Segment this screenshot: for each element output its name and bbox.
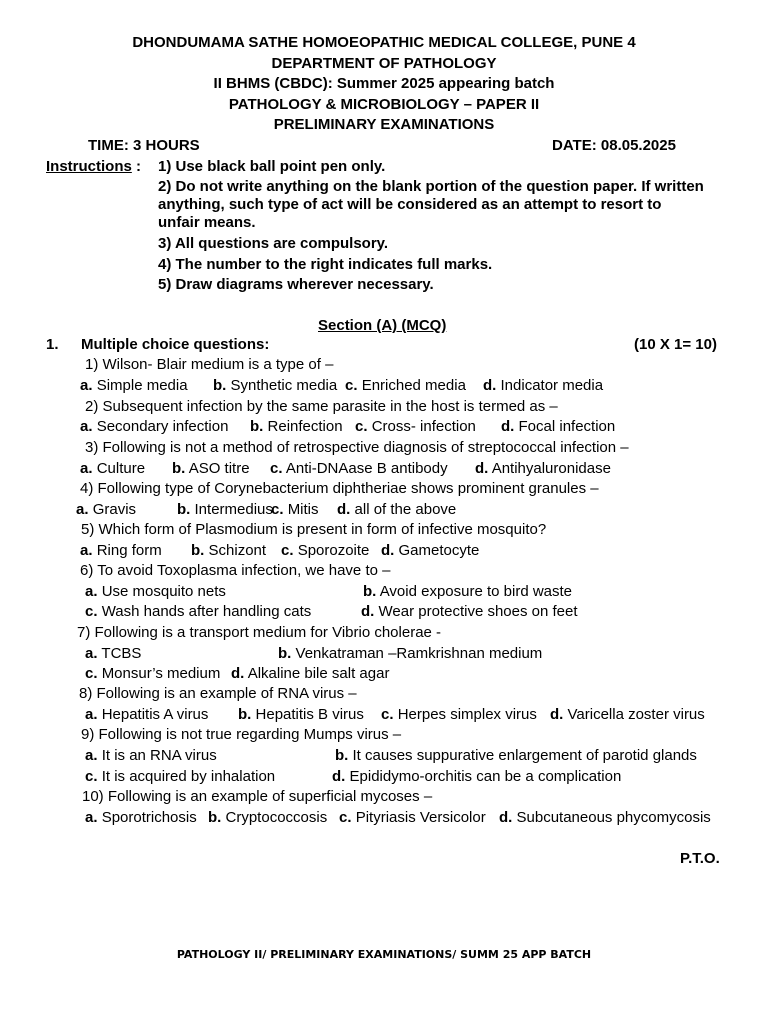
- option-letter: c.: [85, 768, 98, 785]
- option-text: Venkatraman –Ramkrishnan medium: [295, 645, 543, 662]
- mcq-option: [271, 501, 319, 519]
- option-text: Synthetic media: [230, 377, 338, 394]
- instruction-3: 3) All questions are compulsory.: [158, 235, 389, 252]
- mcq-option: [85, 706, 208, 724]
- option-letter: d.: [483, 377, 497, 394]
- option-text: Enriched media: [361, 377, 466, 394]
- option-text: Sporozoite: [297, 542, 370, 559]
- option-text: Herpes simplex virus: [397, 706, 537, 723]
- mcq-option: [231, 665, 389, 683]
- option-text: Culture: [96, 460, 146, 477]
- option-letter: b.: [335, 747, 349, 764]
- option-text: Monsur’s medium: [101, 665, 221, 682]
- mcq-option: [483, 377, 603, 395]
- option-letter: b.: [208, 809, 222, 826]
- option-letter: b.: [213, 377, 227, 394]
- mcq-option: [499, 809, 711, 827]
- option-letter: a.: [80, 460, 93, 477]
- option-text: Epididymo-orchitis can be a complication: [349, 768, 622, 785]
- mcq-option: [85, 768, 275, 786]
- option-text: ASO titre: [188, 460, 250, 477]
- option-letter: b.: [278, 645, 292, 662]
- option-text: Secondary infection: [96, 418, 229, 435]
- option-text: Varicella zoster virus: [567, 706, 705, 723]
- option-letter: d.: [550, 706, 564, 723]
- option-letter: d.: [361, 603, 375, 620]
- mcq-question-4: 4) Following type of Corynebacterium diphtheriae shows prominent granules –: [80, 480, 599, 497]
- mcq-option: [345, 377, 466, 395]
- mcq-option: [208, 809, 327, 827]
- mcq-question-5: 5) Which form of Plasmodium is present in form of infective mosquito?: [81, 521, 547, 538]
- mcq-option: [85, 665, 220, 683]
- option-letter: c.: [85, 603, 98, 620]
- option-letter: a.: [85, 706, 98, 723]
- mcq-option: [250, 418, 343, 436]
- option-letter: b.: [172, 460, 186, 477]
- mcq-option: [363, 583, 572, 601]
- exam-time: TIME: 3 HOURS: [88, 137, 200, 154]
- mcq-option: [85, 809, 197, 827]
- mcq-option: [337, 501, 456, 519]
- mcq-option: [76, 501, 136, 519]
- mcq-option: [85, 603, 311, 621]
- instructions-label: Instructions: [46, 158, 132, 175]
- mcq-option: [177, 501, 273, 519]
- option-letter: c.: [381, 706, 394, 723]
- mcq-question-1: 1) Wilson- Blair medium is a type of –: [85, 356, 334, 373]
- option-letter: c.: [281, 542, 294, 559]
- mcq-question-8: 8) Following is an example of RNA virus –: [79, 685, 357, 702]
- option-letter: d.: [231, 665, 245, 682]
- mcq-option: [85, 583, 226, 601]
- option-text: Indicator media: [500, 377, 604, 394]
- option-text: Sporotrichosis: [101, 809, 197, 826]
- option-letter: d.: [381, 542, 395, 559]
- option-letter: d.: [501, 418, 515, 435]
- option-letter: c.: [270, 460, 283, 477]
- option-letter: d.: [337, 501, 351, 518]
- mcq-option: [172, 460, 250, 478]
- option-letter: b.: [250, 418, 264, 435]
- option-letter: a.: [85, 645, 98, 662]
- option-text: Simple media: [96, 377, 188, 394]
- option-text: Intermedius: [194, 501, 273, 518]
- mcq-option: [80, 542, 162, 560]
- option-text: Mitis: [287, 501, 319, 518]
- mcq-option: [339, 809, 486, 827]
- option-letter: b.: [238, 706, 252, 723]
- option-text: Cryptococcosis: [225, 809, 328, 826]
- mcq-question-9: 9) Following is not true regarding Mumps virus –: [81, 726, 402, 743]
- option-text: Alkaline bile salt agar: [247, 665, 390, 682]
- instruction-2-cont2: unfair means.: [158, 214, 256, 231]
- option-text: Wear protective shoes on feet: [378, 603, 578, 620]
- option-text: Cross- infection: [371, 418, 476, 435]
- mcq-option: [281, 542, 369, 560]
- option-text: It is an RNA virus: [101, 747, 217, 764]
- batch-title: II BHMS (CBDC): Summer 2025 appearing batch: [213, 75, 555, 92]
- option-text: Hepatitis B virus: [255, 706, 364, 723]
- subject-title: PATHOLOGY & MICROBIOLOGY – PAPER II: [228, 96, 540, 113]
- mcq-option: [381, 706, 537, 724]
- option-text: Pityriasis Versicolor: [355, 809, 486, 826]
- question-marks: (10 X 1= 10): [634, 336, 717, 353]
- option-letter: c.: [85, 665, 98, 682]
- instruction-4: 4) The number to the right indicates full marks.: [158, 256, 493, 273]
- mcq-option: [238, 706, 364, 724]
- question-title: Multiple choice questions:: [81, 336, 270, 353]
- option-letter: a.: [80, 542, 93, 559]
- mcq-question-10: 10) Following is an example of superficial mycoses –: [82, 788, 433, 805]
- option-letter: d.: [475, 460, 489, 477]
- section-title: Section (A) (MCQ): [318, 317, 447, 334]
- mcq-option: [85, 747, 217, 765]
- option-letter: b.: [363, 583, 377, 600]
- mcq-option: [80, 418, 228, 436]
- option-letter: b.: [191, 542, 205, 559]
- instructions-label-wrap: [46, 158, 141, 176]
- option-letter: c.: [339, 809, 352, 826]
- option-letter: a.: [85, 747, 98, 764]
- option-text: Hepatitis A virus: [101, 706, 209, 723]
- mcq-question-2: 2) Subsequent infection by the same parasite in the host is termed as –: [85, 398, 558, 415]
- instruction-2: 2) Do not write anything on the blank portion of the question paper. If written: [158, 178, 704, 195]
- option-text: Use mosquito nets: [101, 583, 226, 600]
- exam-date: DATE: 08.05.2025: [552, 137, 676, 154]
- question-number: 1.: [46, 336, 59, 353]
- mcq-option: [85, 645, 141, 663]
- option-letter: a.: [85, 583, 98, 600]
- instructions-separator: :: [131, 158, 142, 175]
- pto-label: P.T.O.: [680, 850, 720, 867]
- option-text: TCBS: [101, 645, 142, 662]
- option-letter: a.: [85, 809, 98, 826]
- instruction-1: 1) Use black ball point pen only.: [158, 158, 386, 175]
- option-text: Antihyaluronidase: [491, 460, 611, 477]
- mcq-option: [332, 768, 621, 786]
- instruction-5: 5) Draw diagrams wherever necessary.: [158, 276, 434, 293]
- option-letter: a.: [80, 418, 93, 435]
- mcq-option: [501, 418, 615, 436]
- college-name: DHONDUMAMA SATHE HOMOEOPATHIC MEDICAL COLLEGE, PUNE 4: [132, 34, 636, 51]
- instruction-2-cont: anything, such type of act will be considered as an attempt to resort to: [158, 196, 662, 213]
- mcq-option: [278, 645, 542, 663]
- option-text: Wash hands after handling cats: [101, 603, 312, 620]
- page-footer: PATHOLOGY II/ PRELIMINARY EXAMINATIONS/ SUMM 25 APP BATCH: [176, 948, 592, 961]
- option-text: Gravis: [92, 501, 137, 518]
- option-text: It is acquired by inhalation: [101, 768, 276, 785]
- option-text: Ring form: [96, 542, 162, 559]
- department-name: DEPARTMENT OF PATHOLOGY: [271, 55, 497, 72]
- option-letter: a.: [76, 501, 89, 518]
- option-text: It causes suppurative enlargement of parotid glands: [352, 747, 697, 764]
- option-text: Schizont: [208, 542, 267, 559]
- mcq-option: [80, 377, 188, 395]
- mcq-option: [475, 460, 611, 478]
- option-letter: d.: [499, 809, 513, 826]
- mcq-question-3: 3) Following is not a method of retrospective diagnosis of streptococcal infection –: [85, 439, 629, 456]
- mcq-option: [335, 747, 697, 765]
- option-letter: b.: [177, 501, 191, 518]
- option-letter: c.: [345, 377, 358, 394]
- mcq-option: [191, 542, 266, 560]
- mcq-option: [80, 460, 145, 478]
- exam-title: PRELIMINARY EXAMINATIONS: [273, 116, 495, 133]
- option-text: Subcutaneous phycomycosis: [516, 809, 711, 826]
- mcq-option: [213, 377, 337, 395]
- mcq-option: [361, 603, 578, 621]
- option-text: Avoid exposure to bird waste: [379, 583, 573, 600]
- mcq-question-7: 7) Following is a transport medium for Vibrio cholerae -: [77, 624, 442, 641]
- option-letter: a.: [80, 377, 93, 394]
- mcq-option: [381, 542, 479, 560]
- mcq-option: [355, 418, 476, 436]
- option-letter: c.: [355, 418, 368, 435]
- option-text: Anti-DNAase B antibody: [285, 460, 448, 477]
- option-text: Reinfection: [267, 418, 343, 435]
- option-letter: c.: [271, 501, 284, 518]
- option-text: all of the above: [354, 501, 457, 518]
- option-text: Gametocyte: [398, 542, 480, 559]
- mcq-option: [270, 460, 448, 478]
- mcq-question-6: 6) To avoid Toxoplasma infection, we have to –: [80, 562, 391, 579]
- mcq-option: [550, 706, 705, 724]
- option-text: Focal infection: [518, 418, 616, 435]
- option-letter: d.: [332, 768, 346, 785]
